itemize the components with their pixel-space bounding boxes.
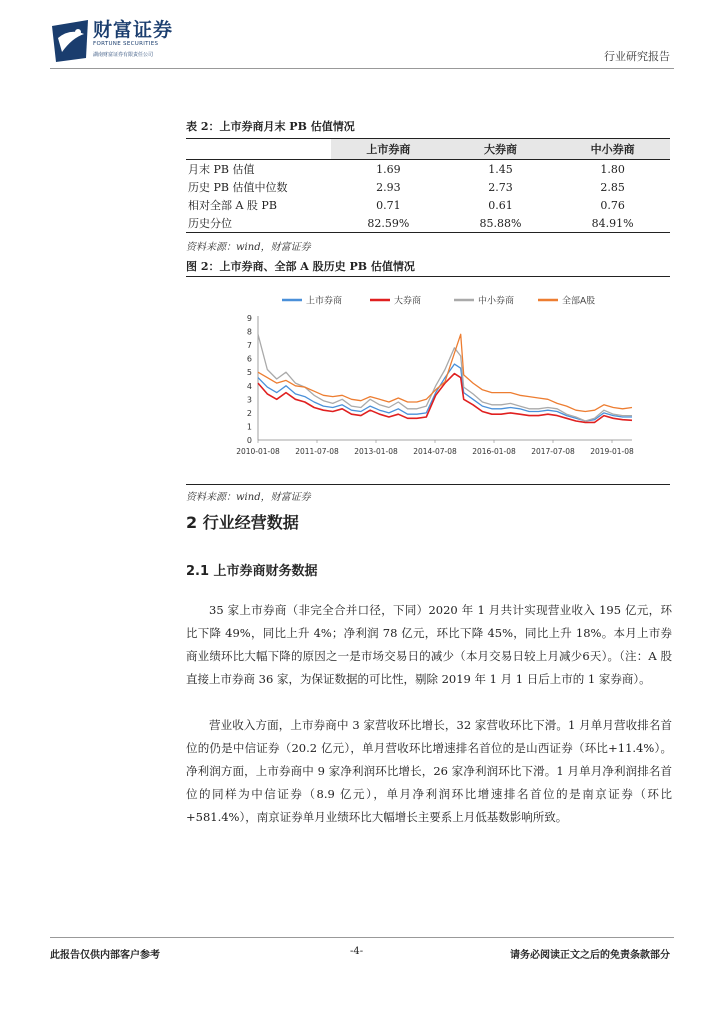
footer-divider <box>50 937 674 938</box>
row-label: 月末 PB 估值 <box>188 163 255 176</box>
x-tick-label: 2010-01-08 <box>236 447 280 456</box>
figure-bottom-rule <box>186 484 670 485</box>
x-tick-label: 2014-07-08 <box>413 447 457 456</box>
subsection-title: 2.1 上市券商财务数据 <box>186 564 318 579</box>
pb-valuation-table <box>186 138 670 233</box>
table-row <box>186 214 670 233</box>
table-cell: 0.71 <box>376 198 401 212</box>
table-cell: 84.91% <box>591 216 634 230</box>
row-label: 历史 PB 估值中位数 <box>188 181 288 194</box>
table-cell: 0.76 <box>600 198 625 212</box>
row-label: 历史分位 <box>188 217 232 230</box>
table-header-row <box>186 139 670 160</box>
table-caption: 表 2：上市券商月末 PB 估值情况 <box>186 120 355 133</box>
table-source: 资料来源：wind，财富证券 <box>186 242 311 253</box>
brand-subtitle: 湖南财富证券有限责任公司 <box>93 52 154 58</box>
table-cell: 1.45 <box>488 162 513 176</box>
y-tick-label: 0 <box>246 436 252 445</box>
table-cell: 2.73 <box>488 180 513 194</box>
x-tick-label: 2016-01-08 <box>472 447 516 456</box>
series-line-0 <box>258 364 632 421</box>
column-header: 中小券商 <box>555 139 670 160</box>
report-type: 行业研究报告 <box>604 50 670 63</box>
table-row <box>186 196 670 214</box>
y-tick-label: 7 <box>246 341 252 351</box>
y-tick-label: 3 <box>246 395 252 405</box>
table-corner-cell <box>186 139 331 160</box>
x-tick-label: 2017-07-08 <box>531 447 575 456</box>
legend-label: 全部A股 <box>562 296 596 307</box>
y-tick-label: 9 <box>246 314 252 323</box>
section-title: 2 行业经营数据 <box>186 513 299 532</box>
table-cell: 85.88% <box>479 216 522 230</box>
series-line-3 <box>258 334 632 411</box>
y-tick-label: 2 <box>246 408 252 418</box>
pb-history-chart <box>186 284 670 484</box>
x-tick-label: 2013-01-08 <box>354 447 398 456</box>
page-number: -4- <box>350 946 364 957</box>
column-header: 上市券商 <box>331 139 446 160</box>
table-cell: 82.59% <box>367 216 410 230</box>
footer-disclaimer: 此报告仅供内部客户参考 <box>50 950 160 961</box>
table-cell: 2.85 <box>600 180 625 194</box>
figure-source: 资料来源：wind，财富证券 <box>186 492 311 503</box>
table-cell: 1.80 <box>600 162 625 176</box>
footer-notice: 请务必阅读正文之后的免责条款部分 <box>510 950 670 961</box>
column-header: 大券商 <box>446 139 555 160</box>
paragraph: 营业收入方面，上市券商中 3 家营收环比增长，32 家营收环比下滑。1 月单月营收排名首位的仍是中信证券（20.2 亿元），单月营收环比增速排名首位的是山西证券（环比+11.4%）。净利润方面，上市券商中 9 家净利润环比增长，26 家净利润环比下滑。1 月单月净利润排名首位的同样为中信证券（8.9 亿元），单月净利润环比增速排名首位的是南京证券（环比+581.4%），南京证券单月业绩环比大幅增长主要系上月低基数影响所致。 <box>186 718 672 824</box>
table-cell: 0.61 <box>488 198 513 212</box>
table-row <box>186 160 670 179</box>
y-tick-label: 1 <box>246 422 252 432</box>
brand-name-cn: 财富证券 <box>93 19 174 41</box>
x-tick-label: 2019-01-08 <box>590 447 634 456</box>
legend-label: 大券商 <box>394 296 422 307</box>
x-tick-label: 2011-07-08 <box>295 447 339 456</box>
table-cell: 1.69 <box>376 162 401 176</box>
brand-name-en: FORTUNE SECURITIES <box>93 41 159 47</box>
table-row <box>186 178 670 196</box>
y-tick-label: 6 <box>246 354 252 364</box>
table-cell: 2.93 <box>376 180 401 194</box>
y-tick-label: 4 <box>246 381 252 391</box>
paragraph: 35 家上市券商（非完全合并口径，下同）2020 年 1 月共计实现营业收入 195 亿元，环比下降 49%，同比上升 4%；净利润 78 亿元，环比下降 45%，同比上升 18%。本月上市券商业绩环比大幅下降的原因之一是市场交易日的减少（本月交易日较上月减少6天）。（注：A 股直接上市券商 36 家，为保证数据的可比性，剔除 2019 年 1 月 1 日后上市的 1 家券商）。 <box>186 603 672 686</box>
legend-label: 上市券商 <box>306 296 343 307</box>
legend-label: 中小券商 <box>478 296 515 307</box>
y-tick-label: 8 <box>246 327 252 337</box>
y-tick-label: 5 <box>246 368 252 378</box>
row-label: 相对全部 A 股 PB <box>188 199 277 212</box>
header-divider <box>50 68 674 69</box>
figure-caption: 图 2：上市券商、全部 A 股历史 PB 估值情况 <box>186 260 415 273</box>
figure-top-rule <box>186 276 670 277</box>
